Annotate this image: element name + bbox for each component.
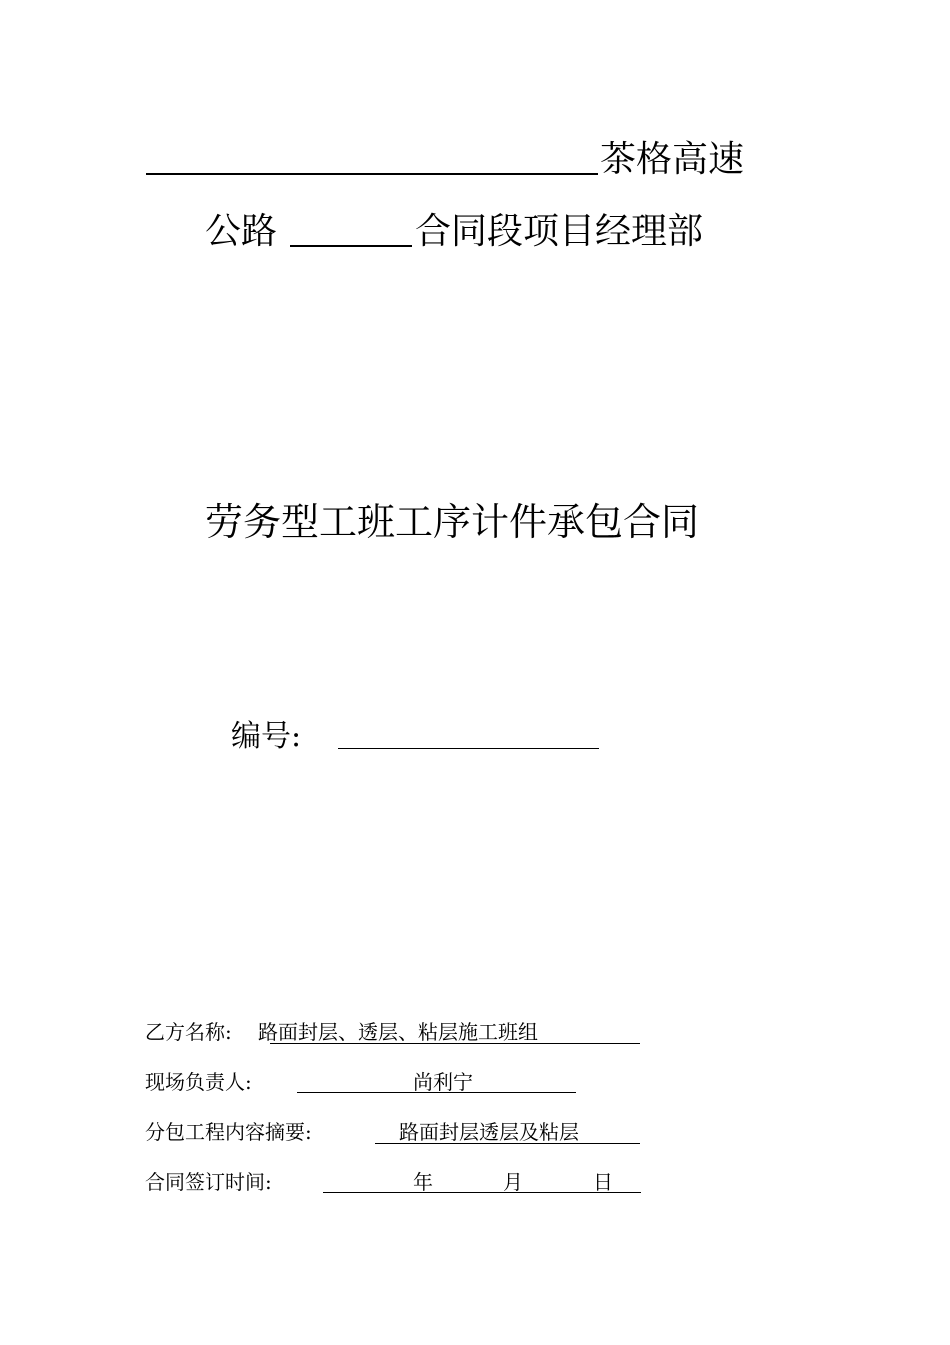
number-label: 编号: [231, 719, 302, 754]
sign-date-day: 日 [593, 1170, 613, 1194]
sign-date-label: 合同签订时间: [145, 1170, 272, 1194]
party-b-value: 路面封层、透层、粘层施工班组 [258, 1020, 538, 1044]
person-in-charge-value: 尚利宁 [413, 1070, 473, 1094]
header-line2-suffix: 合同段项目经理部 [415, 211, 704, 252]
number-blank-line [338, 748, 599, 749]
header-line2-prefix: 公路 [205, 211, 278, 252]
scope-summary-label: 分包工程内容摘要: [145, 1120, 312, 1144]
person-in-charge-label: 现场负责人: [145, 1070, 252, 1094]
header-line1-suffix: 茶格高速 [600, 139, 745, 180]
header-blank-line-2 [290, 245, 412, 247]
sign-date-month: 月 [503, 1170, 523, 1194]
party-b-label: 乙方名称: [145, 1020, 232, 1044]
sign-date-year: 年 [413, 1170, 433, 1194]
header-blank-line-1 [146, 173, 598, 175]
contract-title: 劳务型工班工序计件承包合同 [205, 500, 700, 544]
scope-summary-value: 路面封层透层及粘层 [399, 1120, 579, 1144]
